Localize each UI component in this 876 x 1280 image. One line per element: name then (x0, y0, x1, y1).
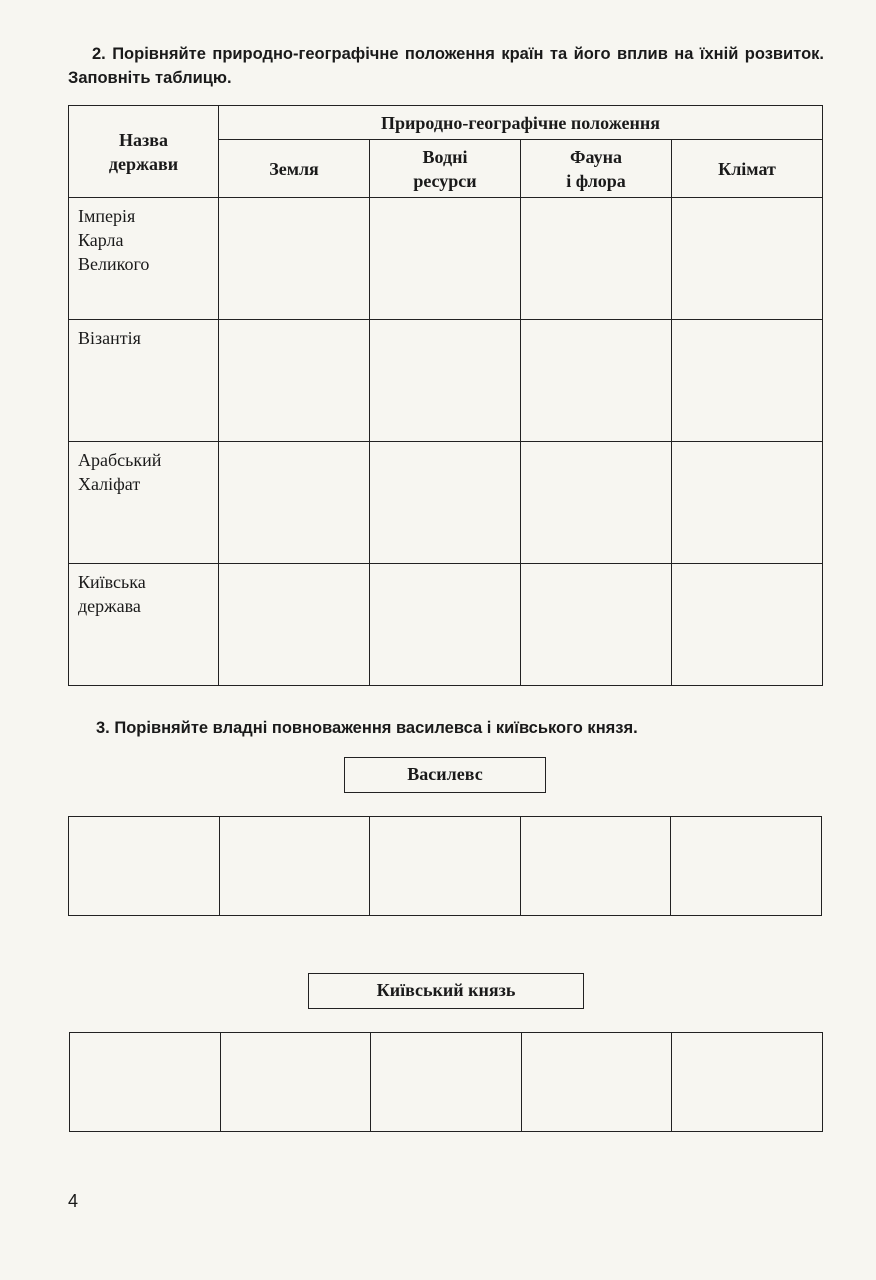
answer-cell[interactable] (219, 198, 370, 320)
header-fauna-flora: Фауна і флора (521, 140, 672, 198)
answer-cell[interactable] (70, 1033, 221, 1132)
table-row (69, 320, 823, 442)
answer-cell[interactable] (520, 817, 671, 916)
answer-cell[interactable] (671, 817, 822, 916)
kyiv-prince-powers-grid (69, 1032, 823, 1132)
answer-cell[interactable] (672, 564, 823, 686)
answer-cell[interactable] (521, 1033, 672, 1132)
answer-cell[interactable] (672, 1033, 823, 1132)
header-land: Земля (219, 140, 370, 198)
answer-cell[interactable] (371, 1033, 522, 1132)
answer-cell[interactable] (219, 320, 370, 442)
vasilevs-label: Василевс (344, 757, 546, 793)
answer-cell[interactable] (521, 564, 672, 686)
kyiv-prince-label: Київський князь (308, 973, 584, 1009)
answer-cell[interactable] (219, 817, 370, 916)
answer-cell[interactable] (370, 442, 521, 564)
task-2-title: 2. Порівняйте природно-географічне положення країн та його вплив на їхній розвиток. Заповніть таблицю. (68, 45, 824, 87)
state-name-cell: Арабський Халіфат (69, 442, 219, 564)
page-number: 4 (68, 1191, 79, 1211)
state-name-cell: Візантія (69, 320, 219, 442)
header-climate: Клімат (672, 140, 823, 198)
table-row (69, 198, 823, 320)
header-state-name: Назва держави (69, 106, 219, 198)
answer-cell[interactable] (521, 198, 672, 320)
comparison-table (68, 105, 823, 686)
state-name-cell: Імперія Карла Великого (69, 198, 219, 320)
table-row (69, 442, 823, 564)
answer-cell[interactable] (672, 198, 823, 320)
task-3-title: 3. Порівняйте владні повноваження василевса і київського князя. (96, 719, 638, 737)
answer-cell[interactable] (672, 320, 823, 442)
answer-cell[interactable] (370, 564, 521, 686)
answer-cell[interactable] (219, 564, 370, 686)
answer-cell[interactable] (672, 442, 823, 564)
answer-cell[interactable] (220, 1033, 371, 1132)
answer-cell[interactable] (521, 442, 672, 564)
header-geo-position: Природно-географічне положення (219, 106, 823, 140)
table-row (69, 564, 823, 686)
answer-cell[interactable] (370, 817, 521, 916)
answer-cell[interactable] (370, 320, 521, 442)
state-name-cell: Київська держава (69, 564, 219, 686)
answer-cell[interactable] (370, 198, 521, 320)
vasilevs-powers-grid (68, 816, 822, 916)
answer-cell[interactable] (69, 817, 220, 916)
header-water-resources: Водні ресурси (370, 140, 521, 198)
answer-cell[interactable] (521, 320, 672, 442)
answer-cell[interactable] (219, 442, 370, 564)
